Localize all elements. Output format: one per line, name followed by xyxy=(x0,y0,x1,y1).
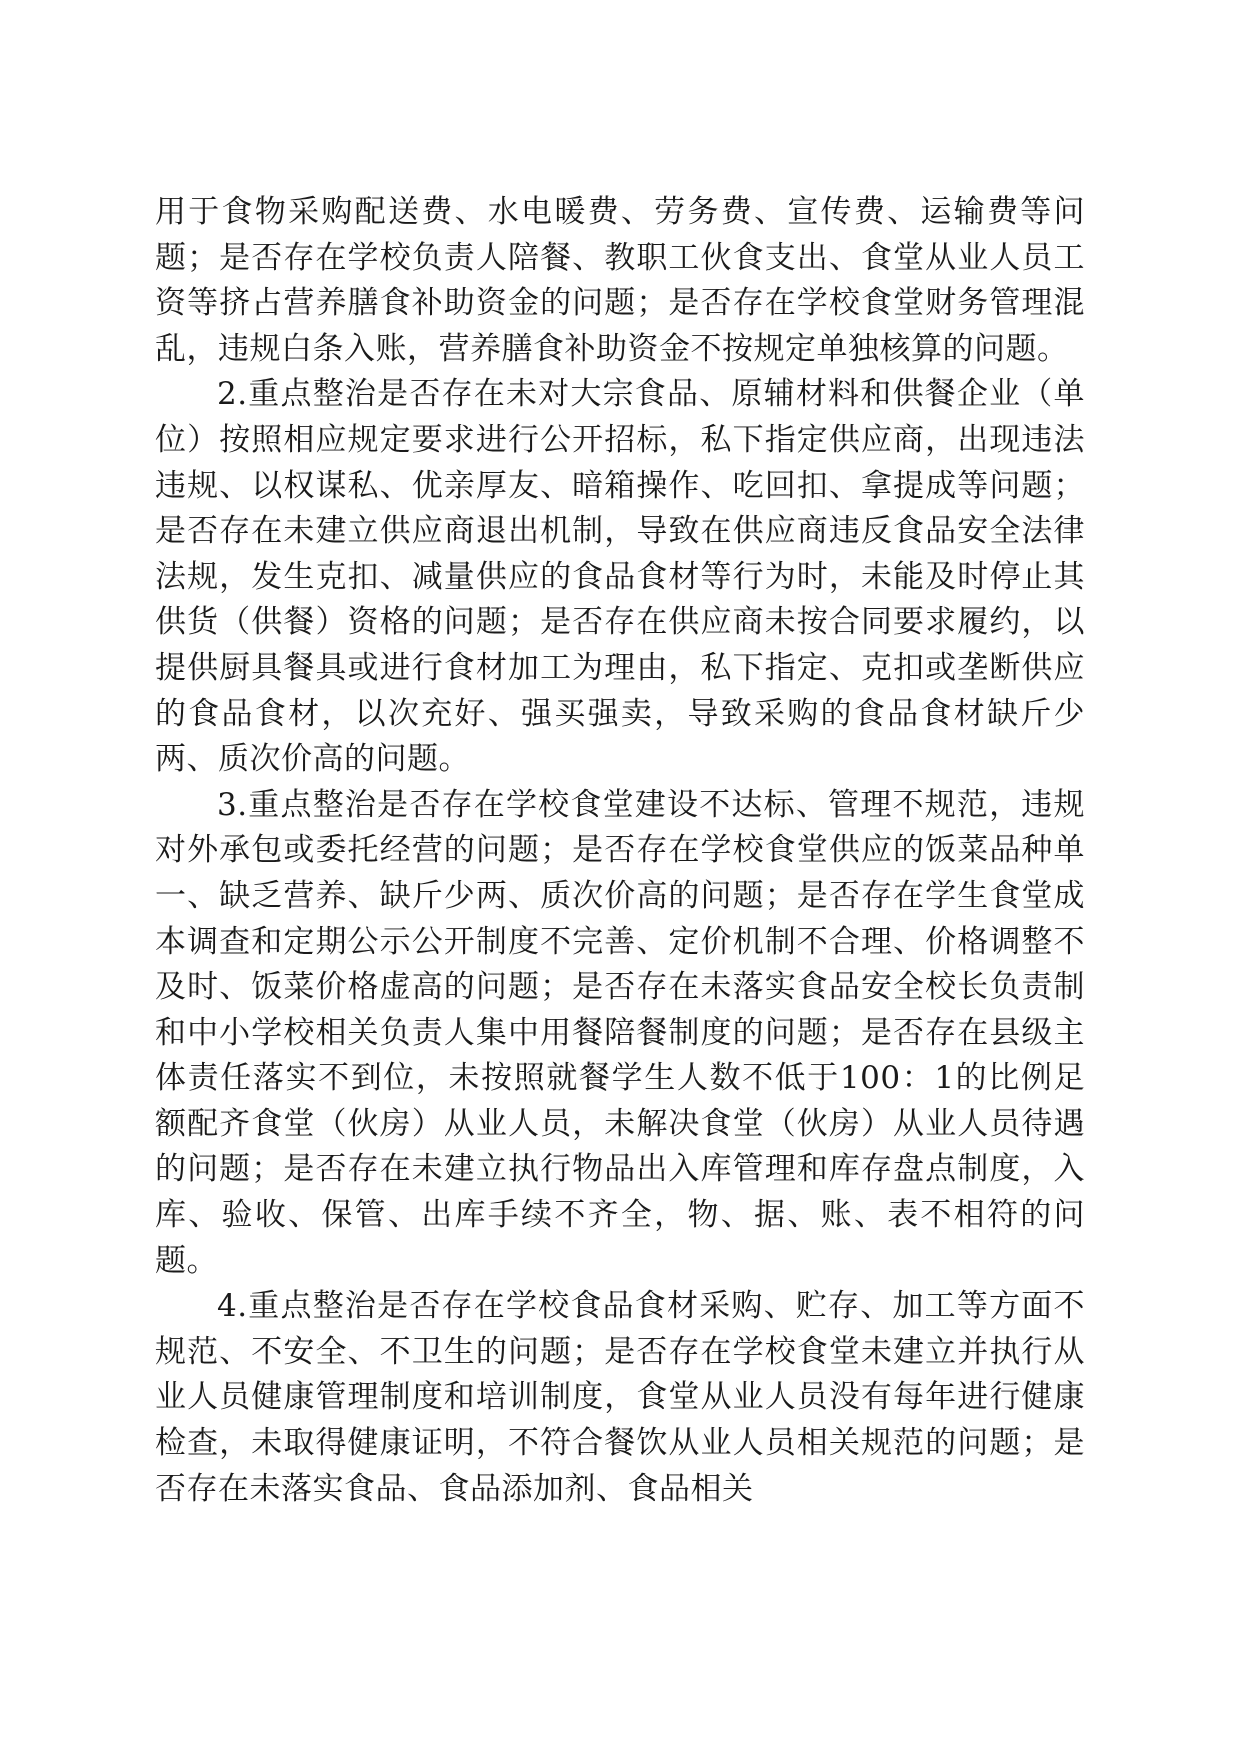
paragraph-item-2: 2.重点整治是否存在未对大宗食品、原辅材料和供餐企业（单位）按照相应规定要求进行公开招标，私下指定供应商，出现违法违规、以权谋私、优亲厚友、暗箱操作、吃回扣、拿提成等问题；是否存在未建立供应商退出机制，导致在供应商违反食品安全法律法规，发生克扣、减量供应的食品食材等行为时，未能及时停止其供货（供餐）资格的问题；是否存在供应商未按合同要求履约，以提供厨具餐具或进行食材加工为理由，私下指定、克扣或垄断供应的食品食材，以次充好、强买强卖，导致采购的食品食材缺斤少两、质次价高的问题。 xyxy=(155,376,1085,778)
paragraph-item-3: 3.重点整治是否存在学校食堂建设不达标、管理不规范，违规对外承包或委托经营的问题；是否存在学校食堂供应的饭菜品种单一、缺乏营养、缺斤少两、质次价高的问题；是否存在学生食堂成本调查和定期公示公开制度不完善、定价机制不合理、价格调整不及时、饭菜价格虚高的问题；是否存在未落实食品安全校长负责制和中小学校相关负责人集中用餐陪餐制度的问题；是否存在县级主体责任落实不到位，未按照就餐学生人数不低于100：1的比例足额配齐食堂（伙房）从业人员，未解决食堂（伙房）从业人员待遇的问题；是否存在未建立执行物品出入库管理和库存盘点制度，入库、验收、保管、出库手续不齐全，物、据、账、表不相符的问题。 xyxy=(155,786,1085,1279)
paragraph-item-4: 4.重点整治是否存在学校食品食材采购、贮存、加工等方面不规范、不安全、不卫生的问题；是否存在学校食堂未建立并执行从业人员健康管理制度和培训制度，食堂从业人员没有每年进行健康检查，未取得健康证明，不符合餐饮从业人员相关规范的问题；是否存在未落实食品、食品添加剂、食品相关 xyxy=(155,1288,1085,1507)
paragraph-continuation: 用于食物采购配送费、水电暖费、劳务费、宣传费、运输费等问题；是否存在学校负责人陪餐、教职工伙食支出、食堂从业人员工资等挤占营养膳食补助资金的问题；是否存在学校食堂财务管理混乱，违规白条入账，营养膳食补助资金不按规定单独核算的问题。 xyxy=(155,194,1085,367)
body-text xyxy=(155,190,1085,1512)
